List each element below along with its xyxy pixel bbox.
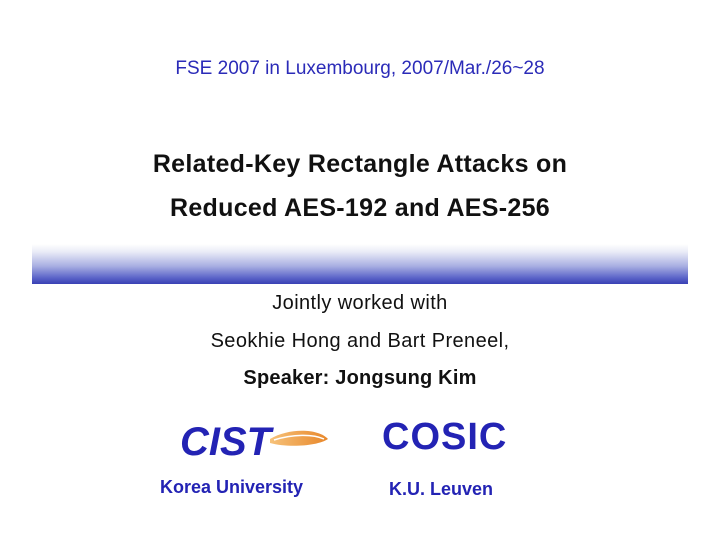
cist-logo <box>178 416 330 462</box>
coauthors-text: Seokhie Hong and Bart Preneel, <box>210 330 510 352</box>
cist-logo-text: CIST <box>180 420 272 462</box>
conference-header: FSE 2007 in Luxembourg, 2007/Mar./26~28 <box>175 58 545 79</box>
slide-title-line-1: Related-Key Rectangle Attacks on <box>152 150 568 178</box>
gradient-divider-bar <box>32 244 688 284</box>
speaker-text: Speaker: Jongsung Kim <box>243 367 477 389</box>
korea-university-label: Korea University <box>160 477 304 497</box>
slide-title-line-2: Reduced AES-192 and AES-256 <box>170 194 550 222</box>
jointly-worked-text: Jointly worked with <box>272 292 448 314</box>
cosic-logo-text: COSIC <box>382 416 508 458</box>
ku-leuven-label: K.U. Leuven <box>389 479 494 499</box>
